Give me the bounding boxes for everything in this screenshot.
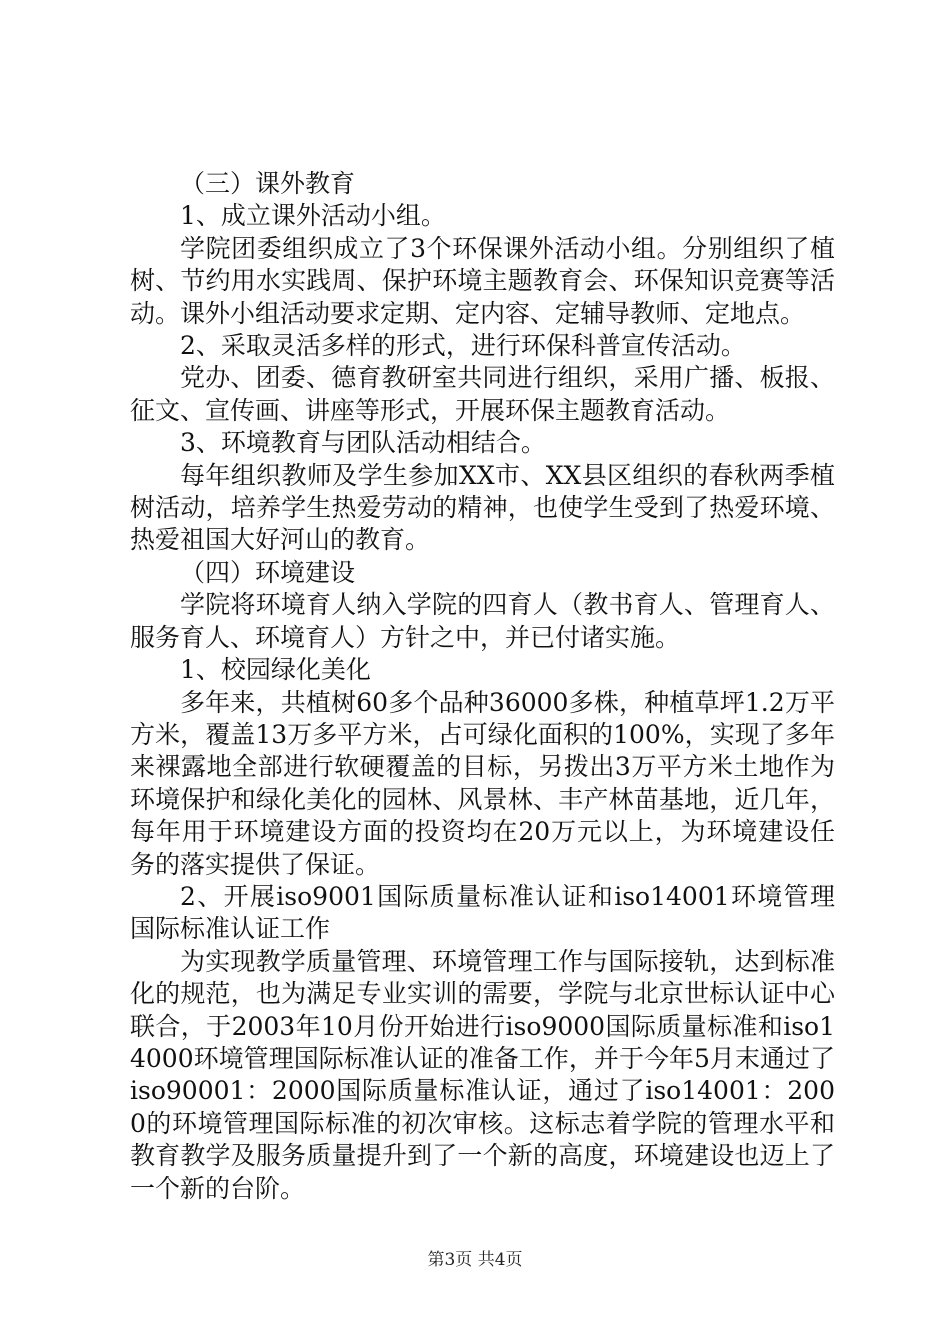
paragraph: 学院将环境育人纳入学院的四育人（教书育人、管理育人、服务育人、环境育人）方针之中，并已付诸实施。 [130, 590, 835, 652]
paragraph: 学院团委组织成立了3个环保课外活动小组。分别组织了植树、节约用水实践周、保护环境主题教育会、环保知识竞赛等活动。课外小组活动要求定期、定内容、定辅导教师、定地点。 [130, 233, 835, 328]
section-heading-extracurricular: （三）课外教育 [180, 169, 356, 198]
paragraph: 每年组织教师及学生参加XX市、XX县区组织的春秋两季植树活动，培养学生热爱劳动的精神，也使学生受到了热爱环境、热爱祖国大好河山的教育。 [130, 460, 835, 555]
paragraph: 为实现教学质量管理、环境管理工作与国际接轨，达到标准化的规范，也为满足专业实训的需要，学院与北京世标认证中心联合，于2003年10月份开始进行iso9000国际质量标准和iso14000环境管理国际标准认证的准备工作，并于今年5月末通过了iso90001：2000国际质量标准认证，通过了iso14001：2000的环境管理国际标准的初次审核。这标志着学院的管理水平和教育教学及服务质量提升到了一个新的高度，环境建设也迈上了一个新的台阶。 [130, 946, 835, 1203]
paragraph-item-heading: 3、环境教育与团队活动相结合。 [180, 428, 546, 458]
document-body [130, 168, 835, 1205]
paragraph: 多年来，共植树60多个品种36000多株，种植草坪1.2万平方米，覆盖13万多平方米，占可绿化面积的100%，实现了多年来裸露地全部进行软硬覆盖的目标，另拨出3万平方米土地作为环境保护和绿化美化的园林、风景林、丰产林苗基地，近几年，每年用于环境建设方面的投资均在20万元以上，为环境建设任务的落实提供了保证。 [130, 687, 835, 879]
paragraph: 党办、团委、德育教研室共同进行组织，采用广播、板报、征文、宣传画、讲座等形式，开展环保主题教育活动。 [130, 363, 835, 425]
paragraph-item-heading: 1、校园绿化美化 [180, 655, 371, 685]
page-number-footer: 第3页 共4页 [427, 1250, 523, 1270]
paragraph-item-heading: 1、成立课外活动小组。 [180, 201, 446, 231]
paragraph-item-heading: 2、开展iso9001国际质量标准认证和iso14001环境管理国际标准认证工作 [130, 881, 835, 944]
paragraph-item-heading: 2、采取灵活多样的形式，进行环保科普宣传活动。 [180, 331, 746, 361]
section-heading-environment: （四）环境建设 [180, 557, 356, 587]
